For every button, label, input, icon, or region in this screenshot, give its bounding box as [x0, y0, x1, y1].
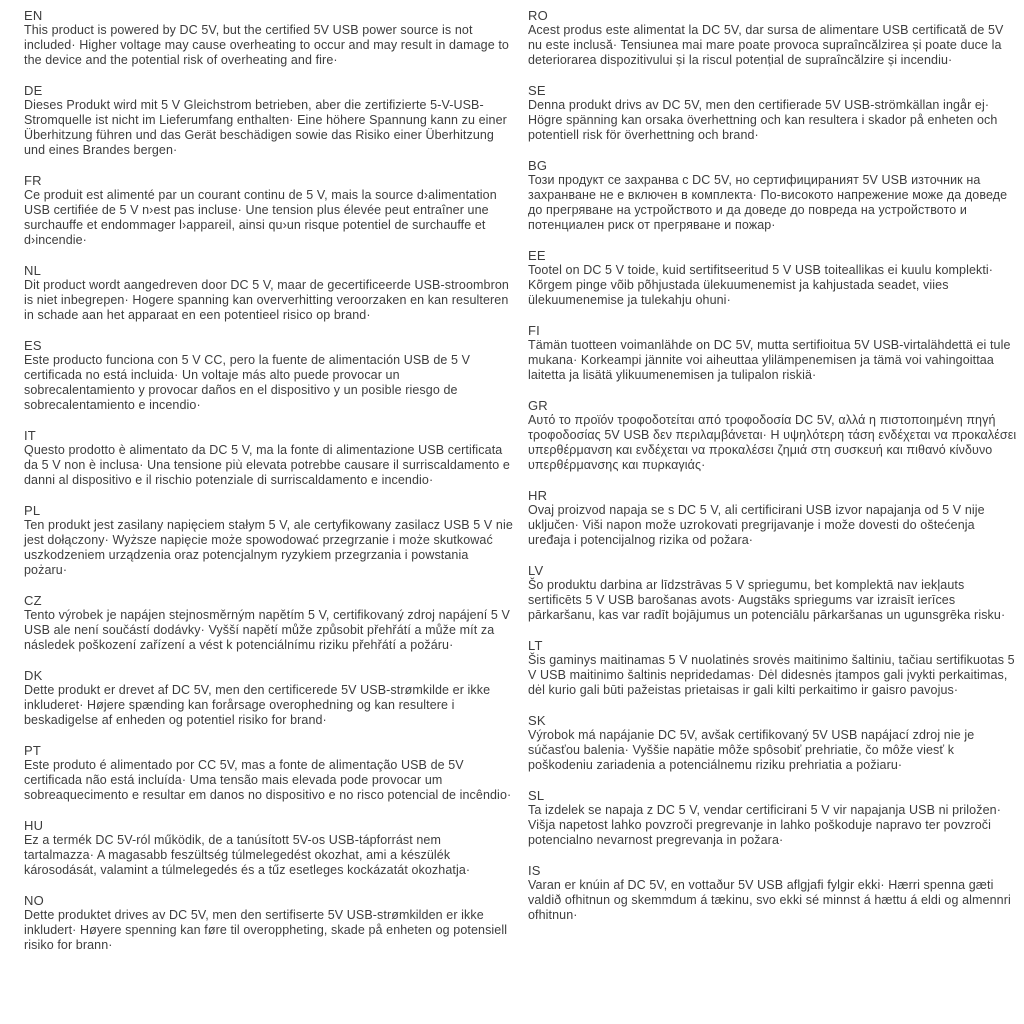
lang-text-cz: Tento výrobek je napájen stejnosměrným napětím 5 V, certifikovaný zdroj napájení 5 V USB ale není součástí dodávky· Vyšší napětí může způsobit přehřátí a může mít za následek poškození zařízení a vést k potenciálnímu riziku přehřátí a požáru·: [24, 608, 510, 652]
section-fr: [24, 173, 514, 248]
lang-text-en: This product is powered by DC 5V, but the certified 5V USB power source is not included· Higher voltage may cause overheating to occur and may result in damage to the device and the potential risk of overheating and fire·: [24, 23, 509, 67]
section-sk: [528, 713, 1018, 773]
section-ro: [528, 8, 1018, 68]
lang-code-hu: HU: [24, 818, 44, 833]
lang-text-fi: Tämän tuotteen voimanlähde on DC 5V, mutta sertifioitua 5V USB-virtalähdettä ei tule mukana· Korkeampi jännite voi aiheuttaa ylilämpenemisen ja tämä voi vahingoittaa laitetta ja lisätä ylikuumenemisen ja tulipalon riskiä·: [528, 338, 1011, 382]
section-dk: [24, 668, 514, 728]
lang-text-gr: Αυτό το προϊόν τροφοδοτείται από τροφοδοσία DC 5V, αλλά η πιστοποιημένη πηγή τροφοδοσίας 5V USB δεν περιλαμβάνεται· Η υψηλότερη τάση ενδέχεται να προκαλέσει υπερθέρμανση και ενδέχεται να προκαλέσει ζημιά στη συσκευή και πιθανό κίνδυνο υπερθέρμανσης και πυρκαγιάς·: [528, 413, 1017, 472]
section-lv: [528, 563, 1018, 623]
lang-text-pl: Ten produkt jest zasilany napięciem stałym 5 V, ale certyfikowany zasilacz USB 5 V nie jest dołączony· Wyższe napięcie może spowodować przegrzanie i może skutkować uszkodzeniem urządzenia oraz potencjalnym ryzykiem przegrzania i powstania pożaru·: [24, 518, 513, 577]
lang-text-hu: Ez a termék DC 5V-ról működik, de a tanúsított 5V-os USB-tápforrást nem tartalmazza· A magasabb feszültség túlmelegedést okozhat, ami a készülék károsodását, valamint a túlmelegedés és a tűz esetleges kockázatát okozhatja·: [24, 833, 471, 877]
section-de: [24, 83, 514, 158]
lang-text-de: Dieses Produkt wird mit 5 V Gleichstrom betrieben, aber die zertifizierte 5-V-USB-Stromquelle ist nicht im Lieferumfang enthalten· Eine höhere Spannung kann zu einer Überhitzung führen und das Gerät beschädigen sowie das Risiko einer Überhitzung und eines Brandes bergen·: [24, 98, 507, 157]
section-fi: [528, 323, 1018, 383]
lang-code-sk: SK: [528, 713, 546, 728]
left-column: [24, 8, 514, 1024]
lang-code-ee: EE: [528, 248, 546, 263]
lang-code-sl: SL: [528, 788, 545, 803]
section-it: [24, 428, 514, 488]
lang-code-pl: PL: [24, 503, 41, 518]
lang-code-lt: LT: [528, 638, 543, 653]
section-hr: [528, 488, 1018, 548]
lang-code-se: SE: [528, 83, 546, 98]
lang-code-hr: HR: [528, 488, 548, 503]
lang-code-fr: FR: [24, 173, 42, 188]
lang-text-it: Questo prodotto è alimentato da DC 5 V, ma la fonte di alimentazione USB certificata da 5 V non è inclusa· Una tensione più elevata potrebbe causare il surriscaldamento e danni al dispositivo e il rischio potenziale di surriscaldamento e incendio·: [24, 443, 510, 487]
lang-text-lt: Šis gaminys maitinamas 5 V nuolatinės srovės maitinimo šaltiniu, tačiau sertifikuotas 5 V USB maitinimo šaltinis nepridedamas· Dėl didesnės įtampos gali įvykti perkaitimas, dėl kurio gali būti pažeistas prietaisas ir gali kilti perkaitimo ir gaisro pavojus·: [528, 653, 1015, 697]
lang-text-sl: Ta izdelek se napaja z DC 5 V, vendar certificirani 5 V vir napajanja USB ni priložen· Višja napetost lahko povzroči pregrevanje in lahko poškoduje napravo ter povzroči potencialno nevarnost pregrevanja in požara·: [528, 803, 1001, 847]
lang-code-lv: LV: [528, 563, 544, 578]
section-lt: [528, 638, 1018, 698]
lang-text-ro: Acest produs este alimentat la DC 5V, dar sursa de alimentare USB certificată de 5V nu este inclusă· Tensiunea mai mare poate provoca supraîncălzirea și poate duce la deteriorarea dispozitivului și la riscul potențial de supraîncălzire și incendiu·: [528, 23, 1004, 67]
lang-code-is: IS: [528, 863, 541, 878]
section-no: [24, 893, 514, 953]
lang-code-nl: NL: [24, 263, 42, 278]
lang-text-fr: Ce produit est alimenté par un courant continu de 5 V, mais la source d›alimentation USB certifiée de 5 V n›est pas incluse· Une tension plus élevée peut entraîner une surchauffe et endommager l›appareil, ainsi qu›un risque potentiel de surchauffe et d›incendie·: [24, 188, 497, 247]
lang-text-ee: Tootel on DC 5 V toide, kuid sertifitseeritud 5 V USB toiteallikas ei kuulu komplekti· Kõrgem pinge võib põhjustada ülekuumenemist ja kahjustada seadet, viies ülekuumenemise ja tulekahju ohuni·: [528, 263, 994, 307]
lang-text-pt: Este produto é alimentado por CC 5V, mas a fonte de alimentação USB de 5V certificada não está incluída· Uma tensão mais elevada pode provocar um sobreaquecimento e resultar em danos no dispositivo e no risco potencial de incêndio·: [24, 758, 512, 802]
lang-code-en: EN: [24, 8, 43, 23]
lang-code-de: DE: [24, 83, 43, 98]
section-sl: [528, 788, 1018, 848]
lang-text-sk: Výrobok má napájanie DC 5V, avšak certifikovaný 5V USB napájací zdroj nie je súčasťou balenia· Vyššie napätie môže spôsobiť prehriatie, čo môže viesť k poškodeniu zariadenia a potenciálnemu riziku prehriatia a požiaru·: [528, 728, 975, 772]
lang-code-ro: RO: [528, 8, 548, 23]
lang-text-dk: Dette produkt er drevet af DC 5V, men den certificerede 5V USB-strømkilde er ikke inkluderet· Højere spænding kan forårsage overophedning og kan resultere i beskadigelse af enheden og potentiel risiko for brand·: [24, 683, 491, 727]
right-column: [528, 8, 1018, 1024]
section-bg: [528, 158, 1018, 233]
lang-code-cz: CZ: [24, 593, 42, 608]
lang-code-gr: GR: [528, 398, 548, 413]
section-cz: [24, 593, 514, 653]
section-se: [528, 83, 1018, 143]
section-en: [24, 8, 514, 68]
section-pl: [24, 503, 514, 578]
lang-code-dk: DK: [24, 668, 43, 683]
lang-code-it: IT: [24, 428, 36, 443]
lang-code-es: ES: [24, 338, 42, 353]
lang-text-bg: Този продукт се захранва с DC 5V, но сертифицираният 5V USB източник на захранване не е включен в комплекта· По-високото напрежение може да доведе до прегряване на устройството и да доведе до повреда на устройството и потенциален риск от прегряване и пожар·: [528, 173, 1008, 232]
lang-text-se: Denna produkt drivs av DC 5V, men den certifierade 5V USB-strömkällan ingår ej· Högre spänning kan orsaka överhettning och kan resultera i skador på enheten och potentiell risk för överhettning och brand·: [528, 98, 998, 142]
lang-text-no: Dette produktet drives av DC 5V, men den sertifiserte 5V USB-strømkilden er ikke inkludert· Høyere spenning kan føre til overoppheting, skade på enheten og potensiell risiko for brann·: [24, 908, 508, 952]
section-hu: [24, 818, 514, 878]
section-nl: [24, 263, 514, 323]
section-gr: [528, 398, 1018, 473]
lang-code-pt: PT: [24, 743, 42, 758]
lang-code-bg: BG: [528, 158, 548, 173]
section-is: [528, 863, 1018, 923]
lang-code-fi: FI: [528, 323, 540, 338]
section-pt: [24, 743, 514, 803]
lang-text-is: Varan er knúin af DC 5V, en vottaður 5V USB aflgjafi fylgir ekki· Hærri spenna gæti valdið ofhitnun og skemmdum á tækinu, svo ekki sé minnst á hættu á eldi og almennri ofhitnun·: [528, 878, 1011, 922]
lang-text-lv: Šo produktu darbina ar līdzstrāvas 5 V spriegumu, bet komplektā nav iekļauts sertificēts 5 V USB barošanas avots· Augstāks spriegums var izraisīt ierīces pārkaršanu, kas var radīt bojājumus un potenciālu pārkaršanas un ugunsgrēka risku·: [528, 578, 1006, 622]
lang-text-nl: Dit product wordt aangedreven door DC 5 V, maar de gecertificeerde USB-stroombron is niet inbegrepen· Hogere spanning kan oververhitting veroorzaken en kan resulteren in schade aan het apparaat en een potentieel risico op brand·: [24, 278, 509, 322]
section-es: [24, 338, 514, 413]
section-ee: [528, 248, 1018, 308]
lang-text-es: Este producto funciona con 5 V CC, pero la fuente de alimentación USB de 5 V certificada no está incluida· Un voltaje más alto puede provocar un sobrecalentamiento y provocar daños en el dispositivo y un posible riesgo de sobrecalentamiento e incendio·: [24, 353, 471, 412]
lang-code-no: NO: [24, 893, 44, 908]
lang-text-hr: Ovaj proizvod napaja se s DC 5 V, ali certificirani USB izvor napajanja od 5 V nije uključen· Viši napon može uzrokovati pregrijavanje i može dovesti do oštećenja uređaja i potencijalnog rizika od požara·: [528, 503, 985, 547]
